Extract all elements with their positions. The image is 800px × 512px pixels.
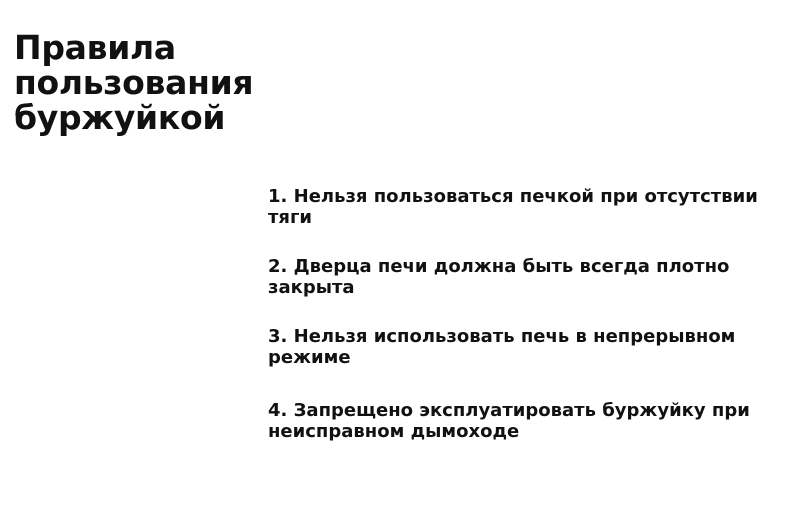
rule-item: 1. Нельзя пользоваться печкой при отсутствии тяги: [268, 186, 758, 228]
rule-item: 2. Дверца печи должна быть всегда плотно закрыта: [268, 256, 730, 298]
slide-title: Правила пользования буржуйкой: [14, 28, 254, 137]
rules-list: [268, 186, 778, 470]
rule-item: 3. Нельзя использовать печь в непрерывном режиме: [268, 326, 736, 368]
rule-item: 4. Запрещено эксплуатировать буржуйку при неисправном дымоходе: [268, 400, 750, 442]
